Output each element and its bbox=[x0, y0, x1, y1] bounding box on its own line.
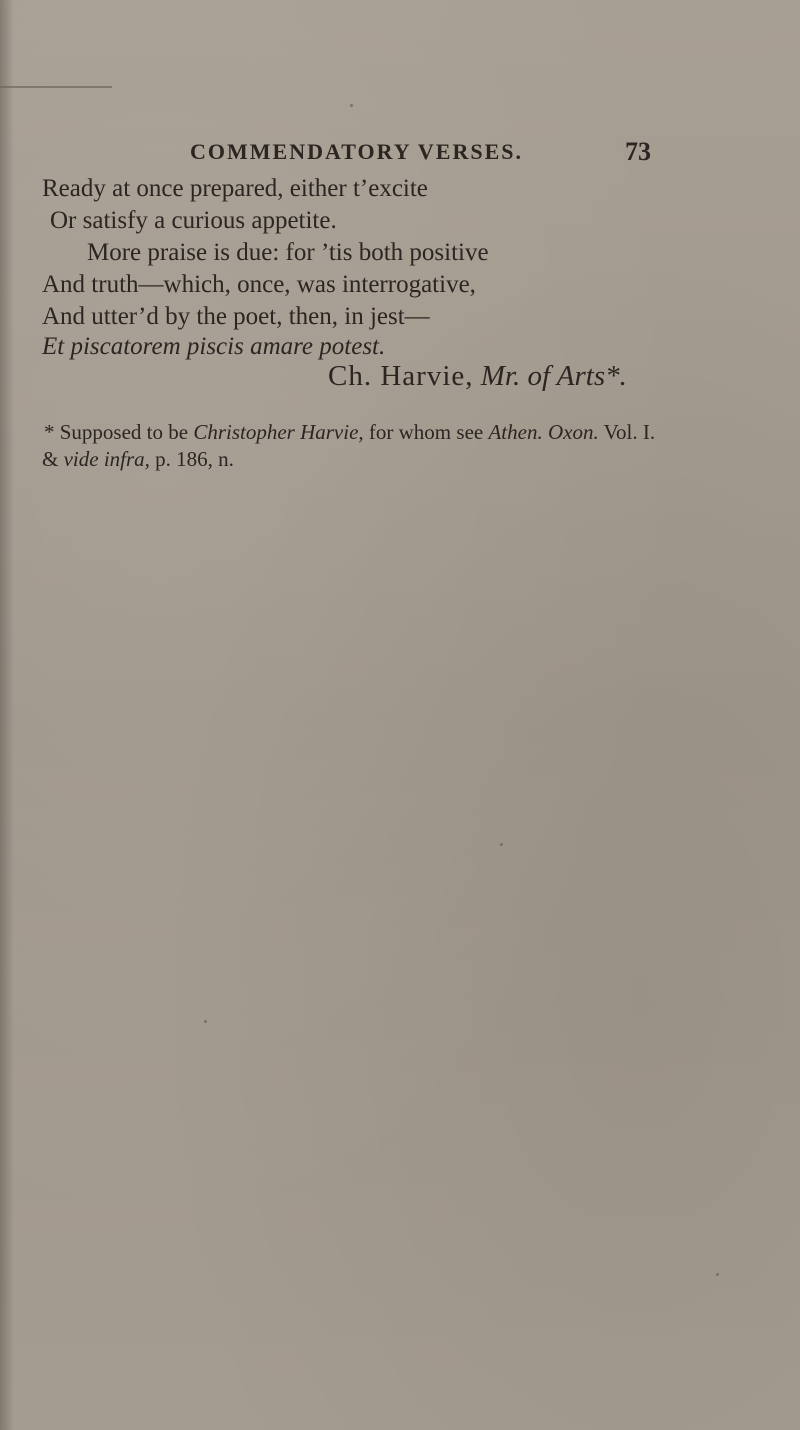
paper-speck bbox=[716, 1273, 719, 1276]
footnote-line-1 bbox=[44, 422, 655, 443]
footnote-ampersand: & bbox=[42, 447, 59, 471]
top-edge-rule bbox=[0, 86, 112, 88]
paper-speck bbox=[204, 1020, 207, 1023]
verse-line-3: More praise is due: for ’tis both positive bbox=[87, 239, 489, 266]
footnote-text-b: for whom see bbox=[368, 420, 484, 444]
footnote-line-2 bbox=[42, 449, 234, 470]
paper-speck bbox=[500, 843, 503, 846]
footnote-person: Christopher Harvie, bbox=[193, 420, 364, 444]
verse-line-5: And utter’d by the poet, then, in jest— bbox=[42, 303, 430, 330]
page-edge-shadow bbox=[0, 0, 14, 1430]
footnote-page-ref: p. 186, n. bbox=[155, 447, 234, 471]
footnote-vide: vide infra, bbox=[63, 447, 150, 471]
signature-title: Mr. of Arts*. bbox=[480, 360, 627, 392]
paper-speck bbox=[350, 104, 353, 107]
footnote-marker: * bbox=[44, 420, 55, 444]
verse-line-4: And truth—which, once, was interrogative, bbox=[42, 271, 476, 298]
footnote-volume: Vol. I. bbox=[603, 420, 656, 444]
signature bbox=[328, 362, 627, 391]
verse-line-6: Et piscatorem piscis amare potest. bbox=[42, 333, 386, 360]
footnote-text-a: Supposed to be bbox=[59, 420, 189, 444]
verse-line-2: Or satisfy a curious appetite. bbox=[50, 207, 337, 234]
signature-name: Ch. Harvie, bbox=[328, 360, 474, 392]
footnote-reference: Athen. Oxon. bbox=[488, 420, 599, 444]
page-number: 73 bbox=[625, 137, 651, 166]
verse-line-1: Ready at once prepared, either t’excite bbox=[42, 175, 428, 202]
running-head: COMMENDATORY VERSES. bbox=[190, 139, 524, 164]
